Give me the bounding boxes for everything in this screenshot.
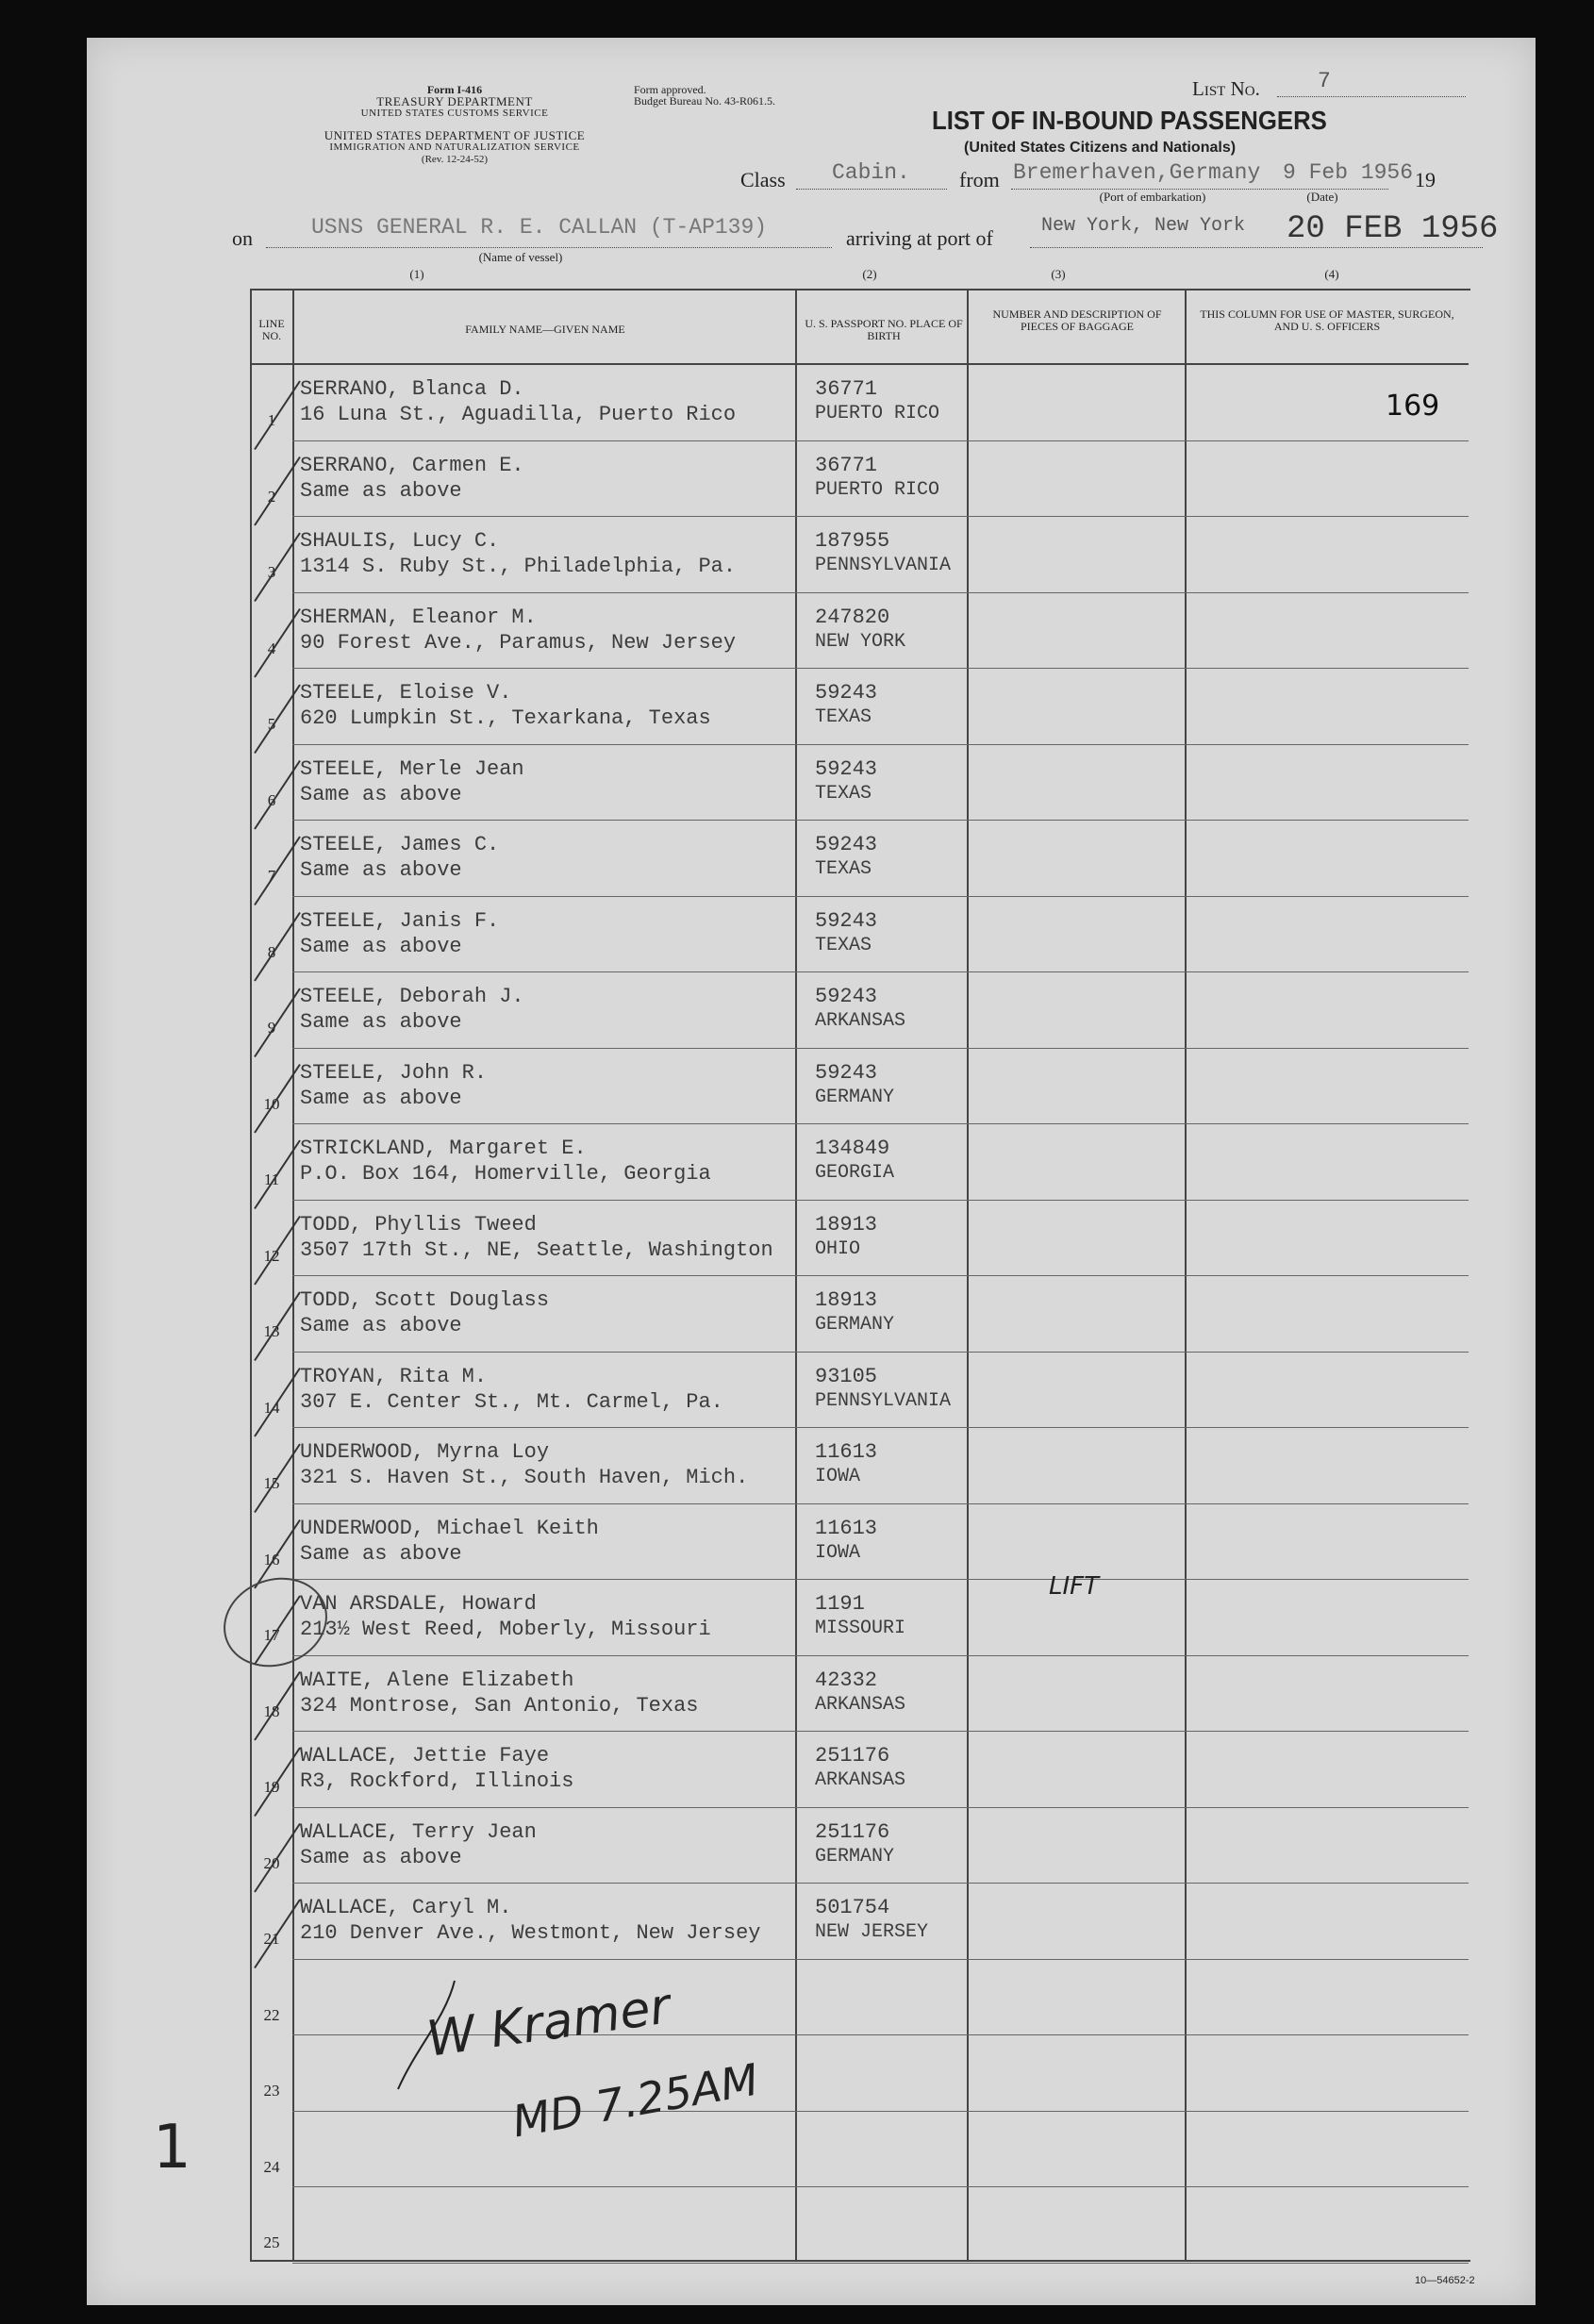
line-number: 1 <box>267 411 276 429</box>
passenger-address: Same as above <box>300 1086 462 1110</box>
class-value: Cabin. <box>832 160 910 185</box>
line-number: 9 <box>267 1019 276 1037</box>
passport-number: 247820 <box>815 605 890 629</box>
row-check-mark <box>255 457 300 526</box>
header-baggage: NUMBER AND DESCRIPTION OF PIECES OF BAGGAGE <box>992 307 1162 333</box>
passenger-name: UNDERWOOD, Michael Keith <box>300 1516 599 1540</box>
line-number: 13 <box>263 1322 280 1340</box>
row-check-mark <box>255 533 300 602</box>
officer-count: 169 <box>1386 390 1440 423</box>
line-number: 19 <box>263 1778 280 1796</box>
col-num-3: (3) <box>1051 267 1066 281</box>
row-check-mark <box>255 1444 300 1513</box>
place-of-birth: IOWA <box>815 1466 861 1487</box>
passport-number: 59243 <box>815 985 878 1008</box>
passenger-name: STEELE, Deborah J. <box>300 985 524 1008</box>
passenger-name: STEELE, Janis F. <box>300 908 500 933</box>
row-check-mark <box>255 913 300 982</box>
passenger-name: WALLACE, Jettie Faye <box>300 1744 550 1768</box>
passenger-address: 3507 17th St., NE, Seattle, Washington <box>300 1237 773 1262</box>
passenger-name: VAN ARSDALE, Howard <box>300 1592 537 1616</box>
list-no-value: 7 <box>1318 69 1331 93</box>
place-of-birth: TEXAS <box>815 782 872 805</box>
place-of-birth: TEXAS <box>815 934 872 956</box>
passport-number: 134849 <box>815 1137 890 1160</box>
place-of-birth: TEXAS <box>815 858 872 880</box>
manifest-page <box>87 38 1536 2305</box>
line-number: 15 <box>263 1474 280 1492</box>
passport-number: 59243 <box>815 1060 878 1085</box>
place-of-birth: GERMANY <box>815 1845 895 1868</box>
passenger-address: 324 Montrose, San Antonio, Texas <box>300 1693 699 1718</box>
passport-number: 42332 <box>815 1668 878 1692</box>
passenger-name: SHAULIS, Lucy C. <box>300 529 500 553</box>
line-number: 25 <box>263 2233 280 2251</box>
passport-number: 11613 <box>815 1440 878 1464</box>
header-line-no: LINE NO. <box>258 317 285 342</box>
row-check-mark <box>255 1824 300 1893</box>
col-num-2: (2) <box>862 267 877 281</box>
row-check-mark <box>255 1140 300 1209</box>
vessel-name: USNS GENERAL R. E. CALLAN (T-AP139) <box>311 215 768 240</box>
row-check-mark <box>255 837 300 905</box>
line-number: 3 <box>267 563 276 581</box>
place-of-birth: PENNSYLVANIA <box>815 1389 952 1412</box>
passenger-address: 1314 S. Ruby St., Philadelphia, Pa. <box>300 555 737 578</box>
row-check-mark <box>255 1217 300 1286</box>
passenger-name: SERRANO, Blanca D. <box>300 377 524 401</box>
line-number: 4 <box>267 639 276 657</box>
page-title: LIST OF IN-BOUND PASSENGERS <box>932 106 1327 135</box>
signature: W Kramer <box>423 1978 674 2068</box>
year-suffix: 19 <box>1415 168 1436 191</box>
line-number: 5 <box>267 715 276 733</box>
passenger-address: 90 Forest Ave., Paramus, New Jersey <box>300 630 737 655</box>
row-check-mark <box>255 1900 300 1968</box>
passenger-address: Same as above <box>300 1314 462 1337</box>
passenger-name: STRICKLAND, Margaret E. <box>300 1137 587 1160</box>
line-number: 6 <box>267 790 276 809</box>
date-caption: (Date) <box>1306 190 1338 204</box>
passport-number: 251176 <box>815 1744 890 1768</box>
passenger-name: TROYAN, Rita M. <box>300 1364 488 1388</box>
line-number: 20 <box>263 1853 280 1872</box>
place-of-birth: PUERTO RICO <box>815 403 940 424</box>
passenger-address: Same as above <box>300 1845 462 1869</box>
embarkation-port: Bremerhaven,Germany <box>1013 160 1261 185</box>
passenger-address: 307 E. Center St., Mt. Carmel, Pa. <box>300 1389 723 1414</box>
passport-number: 11613 <box>815 1516 878 1540</box>
arrival-date-stamp: 20 FEB 1956 <box>1287 211 1499 247</box>
passport-number: 36771 <box>815 453 878 477</box>
customs-service: UNITED STATES CUSTOMS SERVICE <box>360 108 549 119</box>
place-of-birth: PENNSYLVANIA <box>815 555 952 576</box>
col-num-4: (4) <box>1324 267 1339 281</box>
passenger-name: SERRANO, Carmen E. <box>300 453 524 477</box>
passenger-name: STEELE, John R. <box>300 1060 488 1085</box>
vessel-caption: (Name of vessel) <box>478 250 563 264</box>
ins-service: IMMIGRATION AND NATURALIZATION SERVICE <box>329 141 580 153</box>
header-name: FAMILY NAME—GIVEN NAME <box>465 323 625 336</box>
passport-number: 59243 <box>815 908 878 933</box>
place-of-birth: PUERTO RICO <box>815 478 940 501</box>
form-approved: Form approved. <box>634 83 706 96</box>
passenger-name: WALLACE, Terry Jean <box>300 1819 537 1844</box>
line-number: 11 <box>263 1170 280 1188</box>
header-passport: U. S. PASSPORT NO. PLACE OF BIRTH <box>805 317 963 342</box>
header-officers: THIS COLUMN FOR USE OF MASTER, SURGEON, AND U. S. OFFICERS <box>1200 307 1454 333</box>
passenger-name: STEELE, Merle Jean <box>300 756 524 781</box>
line-number: 10 <box>263 1094 280 1113</box>
col-num-1: (1) <box>409 267 424 281</box>
place-of-birth: TEXAS <box>815 706 872 728</box>
place-of-birth: ARKANSAS <box>815 1693 906 1716</box>
passenger-address: 321 S. Haven St., South Haven, Mich. <box>300 1466 749 1489</box>
passport-number: 251176 <box>815 1819 890 1844</box>
passenger-address: 210 Denver Ave., Westmont, New Jersey <box>300 1921 761 1945</box>
row-check-mark <box>255 1672 300 1741</box>
margin-mark: 1 <box>153 2113 191 2183</box>
row-check-mark <box>255 1369 300 1437</box>
passenger-name: UNDERWOOD, Myrna Loy <box>300 1440 550 1464</box>
passenger-name: STEELE, James C. <box>300 833 500 856</box>
passport-number: 36771 <box>815 377 878 401</box>
row-check-mark <box>255 609 300 678</box>
passport-number: 59243 <box>815 681 878 705</box>
place-of-birth: IOWA <box>815 1541 861 1564</box>
list-no-label: List No. <box>1192 77 1260 100</box>
passenger-name: TODD, Scott Douglass <box>300 1288 550 1312</box>
passenger-name: TODD, Phyllis Tweed <box>300 1212 537 1237</box>
embarkation-caption: (Port of embarkation) <box>1099 190 1206 204</box>
place-of-birth: GERMANY <box>815 1314 895 1336</box>
place-of-birth: ARKANSAS <box>815 1010 906 1032</box>
line-number: 17 <box>263 1626 280 1644</box>
place-of-birth: GEORGIA <box>815 1162 895 1184</box>
passenger-address: 16 Luna St., Aguadilla, Puerto Rico <box>300 403 737 426</box>
form-code: 10—54652-2 <box>1415 2275 1475 2286</box>
line-number: 23 <box>263 2082 280 2100</box>
check-marks <box>87 38 1536 2305</box>
row-check-mark <box>255 1065 300 1134</box>
passenger-address: Same as above <box>300 782 462 806</box>
passport-number: 501754 <box>815 1896 890 1919</box>
passport-number: 187955 <box>815 529 890 553</box>
row-check-mark <box>255 988 300 1057</box>
line-number: 16 <box>263 1550 280 1569</box>
baggage-note: LIFT <box>1049 1572 1099 1601</box>
passenger-address: P.O. Box 164, Homerville, Georgia <box>300 1162 711 1186</box>
row-check-mark <box>255 1596 300 1665</box>
place-of-birth: GERMANY <box>815 1086 895 1108</box>
row-check-mark <box>255 761 300 830</box>
place-of-birth: NEW JERSEY <box>815 1921 929 1943</box>
passport-number: 93105 <box>815 1364 878 1388</box>
row-check-mark <box>255 685 300 754</box>
place-of-birth: ARKANSAS <box>815 1769 906 1791</box>
passport-number: 18913 <box>815 1212 878 1237</box>
line-number: 2 <box>267 487 276 506</box>
line-number: 12 <box>263 1246 280 1265</box>
passport-number: 59243 <box>815 756 878 781</box>
line-number: 24 <box>263 2157 280 2176</box>
budget-bureau: Budget Bureau No. 43-R061.5. <box>634 94 775 108</box>
arriving-label: arriving at port of <box>846 226 993 250</box>
passenger-name: SHERMAN, Eleanor M. <box>300 605 537 629</box>
passenger-address: R3, Rockford, Illinois <box>300 1769 574 1793</box>
place-of-birth: OHIO <box>815 1237 861 1260</box>
row-check-mark <box>255 381 300 450</box>
class-label: Class <box>740 168 786 191</box>
passport-number: 1191 <box>815 1592 865 1616</box>
passenger-name: WALLACE, Caryl M. <box>300 1896 512 1919</box>
page-subtitle: (United States Citizens and Nationals) <box>964 140 1237 156</box>
form-number: Form I-416 <box>426 83 483 96</box>
passenger-address: Same as above <box>300 478 462 503</box>
treasury-dept: TREASURY DEPARTMENT <box>376 94 533 108</box>
place-of-birth: NEW YORK <box>815 630 906 653</box>
passport-number: 18913 <box>815 1288 878 1312</box>
line-number: 21 <box>263 1930 280 1948</box>
line-number: 8 <box>267 942 276 961</box>
line-number: 22 <box>263 2005 280 2024</box>
passenger-address: Same as above <box>300 858 462 882</box>
justice-dept: UNITED STATES DEPARTMENT OF JUSTICE <box>324 128 586 142</box>
passenger-address: 620 Lumpkin St., Texarkana, Texas <box>300 706 711 730</box>
from-label: from <box>959 168 1000 191</box>
row-check-mark <box>255 1292 300 1361</box>
place-of-birth: MISSOURI <box>815 1618 906 1639</box>
passenger-name: WAITE, Alene Elizabeth <box>300 1668 574 1692</box>
revision-date: (Rev. 12-24-52) <box>421 154 489 165</box>
line-number: 18 <box>263 1702 280 1720</box>
passenger-address: Same as above <box>300 934 462 958</box>
departure-date: 9 Feb 1956 <box>1283 160 1414 185</box>
passenger-address: 213½ West Reed, Moberly, Missouri <box>300 1618 711 1641</box>
arrival-port: New York, New York <box>1041 215 1246 237</box>
on-label: on <box>232 226 253 250</box>
line-number: 7 <box>267 867 276 885</box>
time-note: MD 7.25AM <box>508 2053 763 2148</box>
passenger-address: Same as above <box>300 1010 462 1034</box>
passport-number: 59243 <box>815 833 878 856</box>
line-number: 14 <box>263 1398 280 1417</box>
row-check-mark <box>255 1748 300 1817</box>
passenger-address: Same as above <box>300 1541 462 1566</box>
passenger-name: STEELE, Eloise V. <box>300 681 512 705</box>
